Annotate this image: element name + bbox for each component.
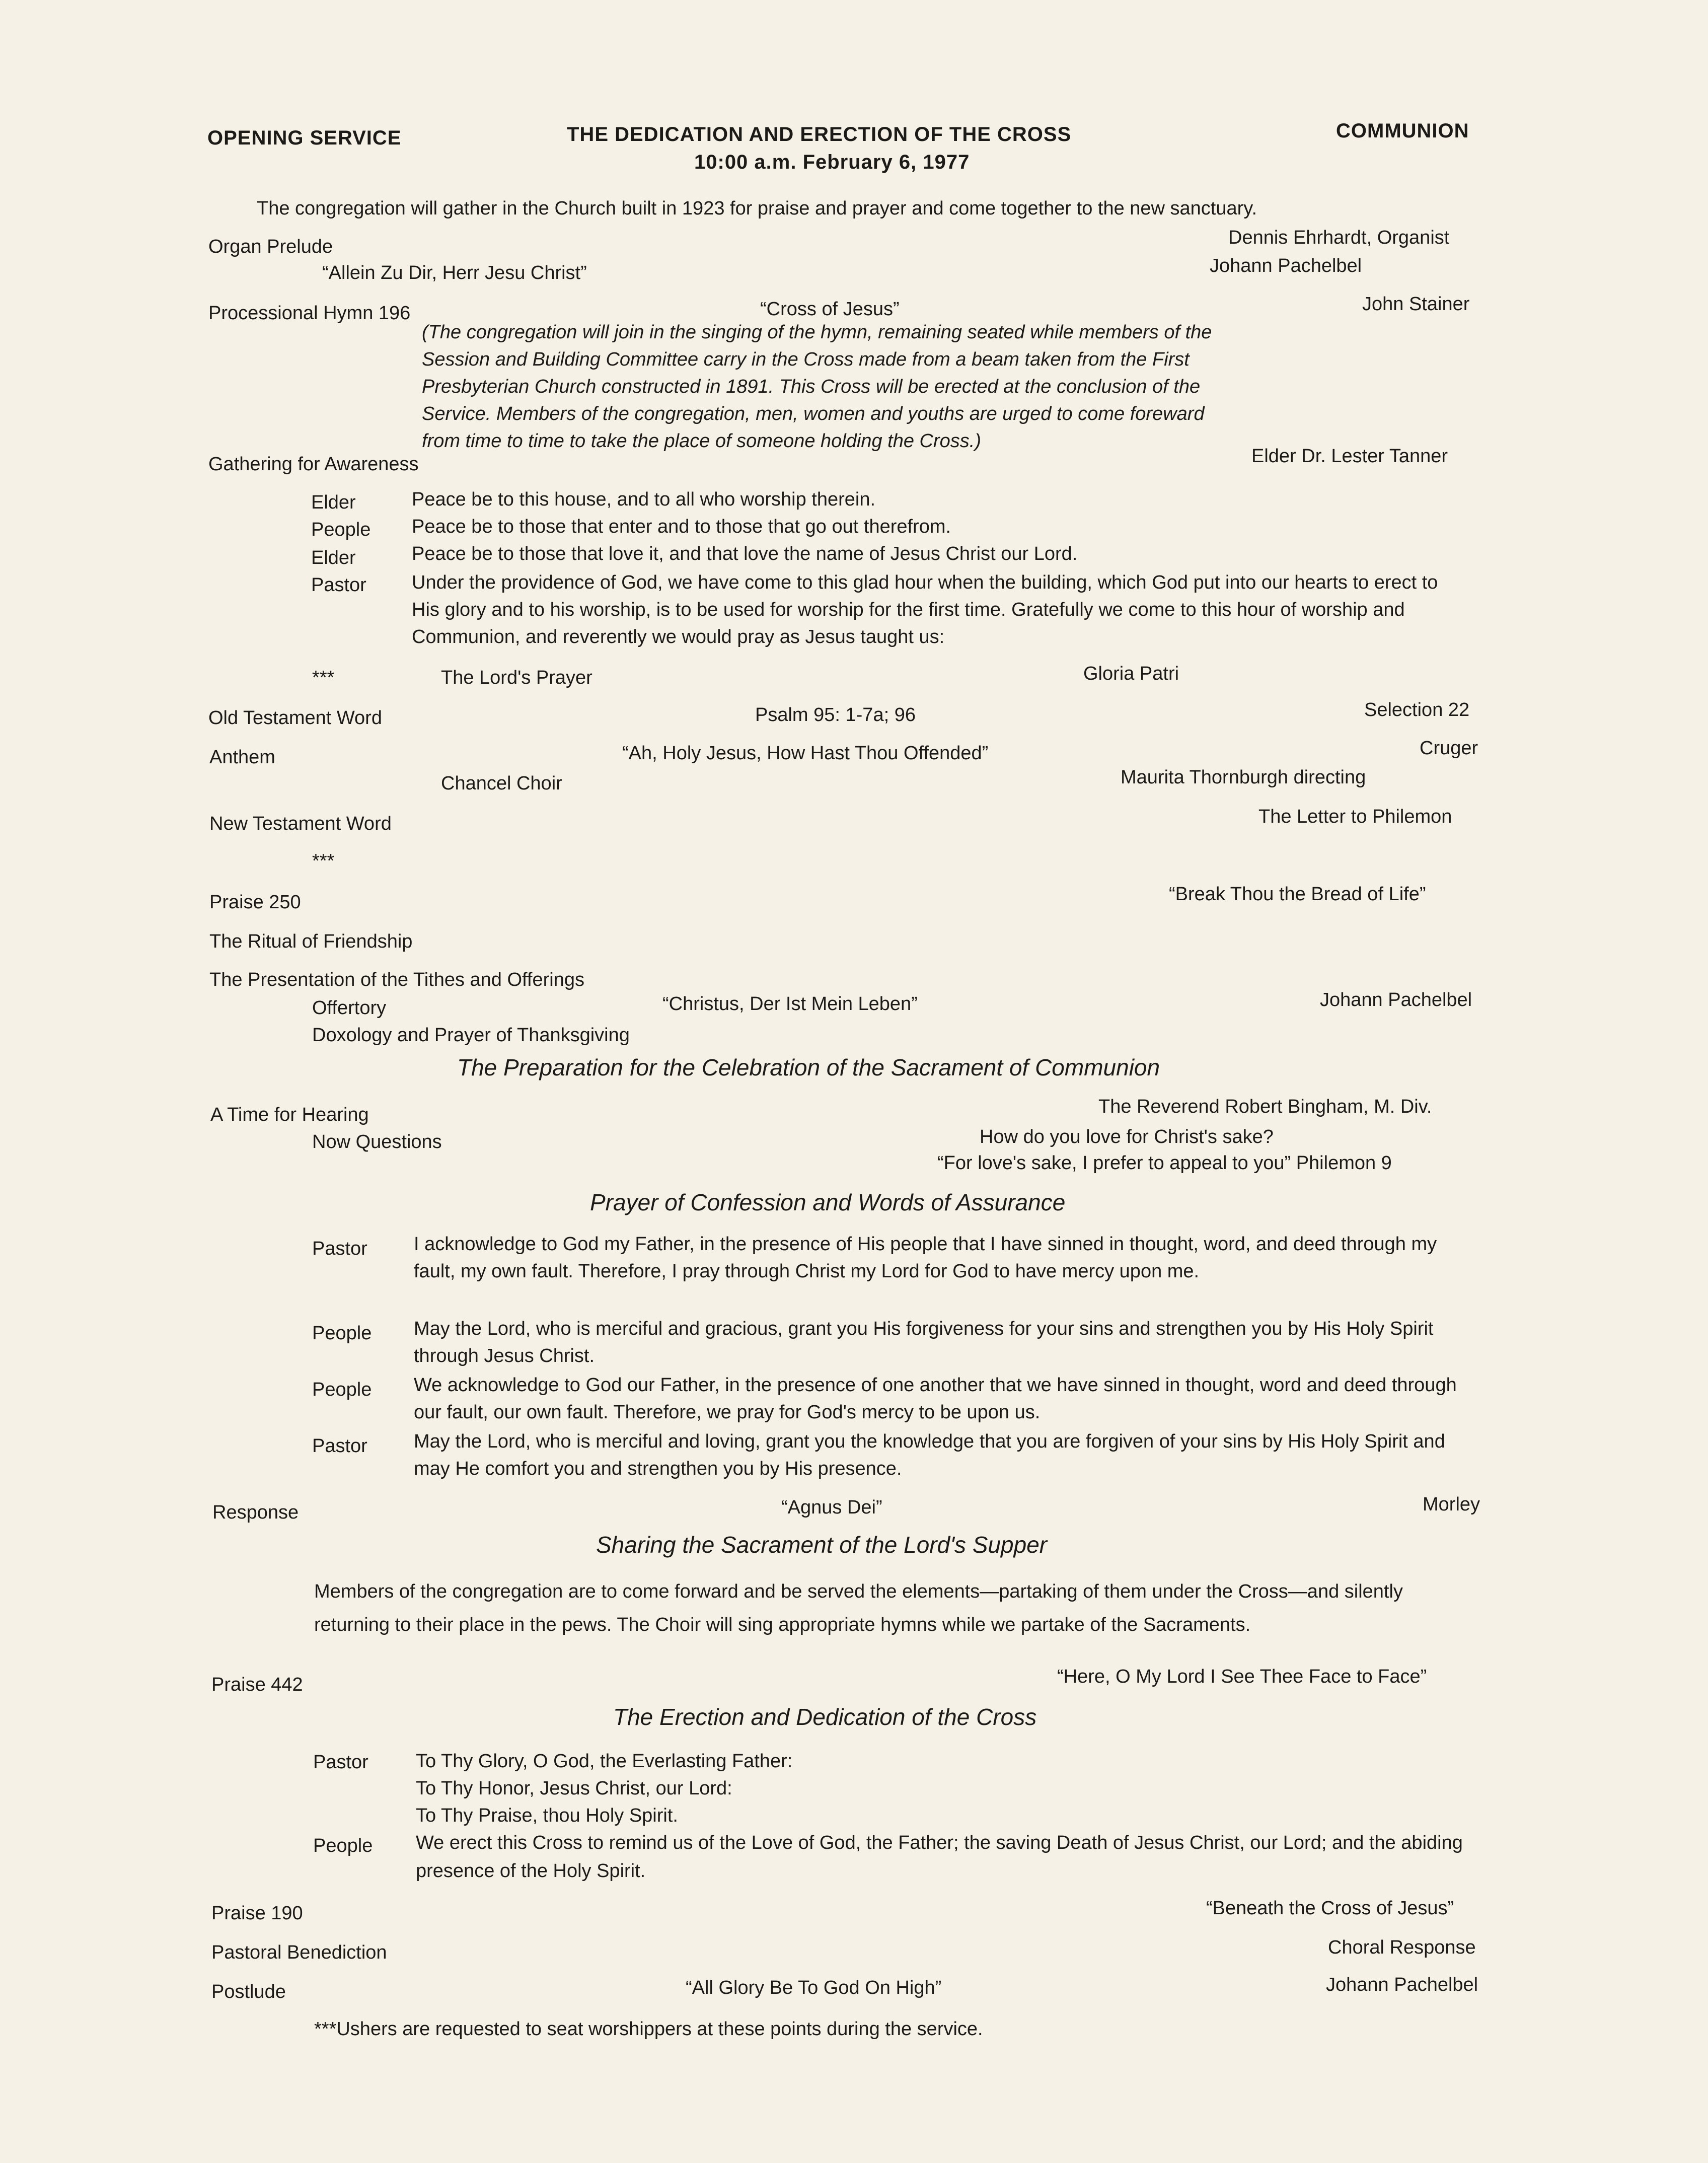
processional-label: Processional Hymn 196 — [208, 303, 411, 324]
confession-line-2: May the Lord, who is merciful and gracious, grant you His forgiveness for your sins and strengthen you by His Holy Spirit through Jesus Christ. — [414, 1318, 1434, 1366]
organist: Dennis Ehrhardt, Organist — [1228, 227, 1450, 248]
praise-250-piece: “Break Thou the Bread of Life” — [1169, 884, 1426, 905]
processional-note-5: from time to time to take the place of someone holding the Cross.) — [422, 430, 981, 452]
old-testament-label: Old Testament Word — [208, 707, 382, 729]
doxology: Doxology and Prayer of Thanksgiving — [312, 1025, 630, 1046]
header-left: OPENING SERVICE — [207, 127, 402, 149]
gathering-speaker-3: Elder — [311, 547, 356, 568]
confession-speaker-1: Pastor — [312, 1238, 367, 1259]
section-preparation: The Preparation for the Celebration of the Sacrament of Communion — [457, 1054, 1160, 1080]
lords-prayer: The Lord's Prayer — [441, 667, 592, 688]
hearing-answer: “For love's sake, I prefer to appeal to you” Philemon 9 — [937, 1152, 1392, 1174]
new-testament-stars: *** — [312, 850, 335, 872]
hearing-question: How do you love for Christ's sake? — [980, 1126, 1274, 1147]
gathering-stars: *** — [312, 667, 335, 688]
praise-190-piece: “Beneath the Cross of Jesus” — [1206, 1898, 1454, 1919]
confession-speaker-2: People — [312, 1323, 372, 1344]
benediction-response: Choral Response — [1328, 1937, 1476, 1958]
tithes-label: The Presentation of the Tithes and Offerings — [209, 969, 584, 990]
praise-442-piece: “Here, O My Lord I See Thee Face to Face” — [1057, 1666, 1427, 1687]
hearing-sub: Now Questions — [312, 1131, 442, 1152]
confession-speaker-3: People — [312, 1379, 372, 1400]
erection-pastor-label: Pastor — [313, 1752, 368, 1773]
hearing-speaker: The Reverend Robert Bingham, M. Div. — [1098, 1096, 1432, 1117]
praise-190-label: Praise 190 — [211, 1903, 303, 1924]
response-label: Response — [212, 1502, 299, 1523]
processional-piece: “Cross of Jesus” — [760, 299, 900, 320]
confession-line-3: We acknowledge to God our Father, in the presence of one another that we have sinned in thought, word and deed through our fault, our own fault. Therefore, we pray for God's mercy to be upon us. — [414, 1375, 1457, 1423]
gathering-speaker-2: People — [311, 519, 371, 540]
benediction-label: Pastoral Benediction — [211, 1942, 387, 1963]
gathering-line-2: Peace be to those that enter and to those that go out therefrom. — [412, 516, 951, 537]
gathering-speaker-4: Pastor — [311, 574, 366, 596]
processional-note-1: (The congregation will join in the singing of the hymn, remaining seated while members of the — [422, 322, 1212, 343]
erection-pastor-line-1: To Thy Glory, O God, the Everlasting Father: — [416, 1751, 793, 1772]
anthem-director: Maurita Thornburgh directing — [1121, 767, 1366, 788]
gathering-leader: Elder Dr. Lester Tanner — [1251, 446, 1448, 467]
processional-composer: John Stainer — [1362, 294, 1470, 315]
processional-note-4: Service. Members of the congregation, men, women and youths are urged to come foreward — [422, 403, 1205, 424]
erection-people-text: We erect this Cross to remind us of the Love of God, the Father; the saving Death of Jesus Christ, our Lord; and the abiding presence of the Holy Spirit. — [416, 1832, 1463, 1882]
ritual-of-friendship: The Ritual of Friendship — [209, 931, 413, 952]
offertory-piece: “Christus, Der Ist Mein Leben” — [662, 993, 918, 1015]
section-erection: The Erection and Dedication of the Cross — [613, 1704, 1037, 1730]
gathering-speaker-1: Elder — [311, 492, 356, 513]
footnote: ***Ushers are requested to seat worshippers at these points during the service. — [314, 2018, 983, 2040]
anthem-composer: Cruger — [1420, 738, 1478, 759]
gathering-label: Gathering for Awareness — [208, 454, 419, 475]
offertory-composer: Johann Pachelbel — [1320, 989, 1472, 1011]
postlude-composer: Johann Pachelbel — [1326, 1974, 1478, 1995]
erection-pastor-line-3: To Thy Praise, thou Holy Spirit. — [416, 1805, 678, 1826]
page-title: THE DEDICATION AND ERECTION OF THE CROSS — [567, 123, 1072, 146]
erection-people-label: People — [313, 1835, 373, 1856]
processional-note-3: Presbyterian Church constructed in 1891. This Cross will be erected at the conclusion of the — [422, 376, 1201, 397]
new-testament-ref: The Letter to Philemon — [1258, 806, 1452, 827]
praise-442-label: Praise 442 — [211, 1674, 303, 1695]
gathering-line-1: Peace be to this house, and to all who worship therein. — [412, 489, 876, 510]
confession-speaker-4: Pastor — [312, 1435, 367, 1457]
gathering-line-4: Under the providence of God, we have come to this glad hour when the building, which God put into our hearts to erect to His glory and to his worship, is to be used for worship for the first time. Gratefully we come to this hour of worship and Communion, and reverently we would pray as Jesus taught us: — [412, 572, 1438, 647]
confession-line-1: I acknowledge to God my Father, in the presence of His people that I have sinned in thought, word, and deed through my fault, my own fault. Therefore, I pray through Christ my Lord for God to have mercy upon me. — [414, 1234, 1437, 1282]
response-composer: Morley — [1423, 1494, 1480, 1515]
header-right: COMMUNION — [1336, 120, 1469, 142]
praise-250-label: Praise 250 — [209, 892, 301, 913]
anthem-piece: “Ah, Holy Jesus, How Hast Thou Offended” — [622, 743, 989, 764]
section-confession: Prayer of Confession and Words of Assurance — [590, 1189, 1066, 1215]
gloria-patri: Gloria Patri — [1083, 663, 1179, 684]
postlude-label: Postlude — [211, 1981, 286, 2002]
old-testament-selection: Selection 22 — [1364, 699, 1470, 720]
processional-note-2: Session and Building Committee carry in the Cross made from a beam taken from the First — [422, 349, 1190, 370]
new-testament-label: New Testament Word — [209, 813, 392, 834]
organ-prelude-piece: “Allein Zu Dir, Herr Jesu Christ” — [322, 262, 587, 283]
confession-line-4: May the Lord, who is merciful and loving, grant you the knowledge that you are forgiven of your sins by His Holy Spirit and may He comfort you and strengthen you by His presence. — [414, 1431, 1445, 1479]
offertory-label: Offertory — [312, 997, 387, 1019]
gathering-line-3: Peace be to those that love it, and that love the name of Jesus Christ our Lord. — [412, 543, 1078, 564]
intro-text: The congregation will gather in the Church built in 1923 for praise and prayer and come together to the new sanctuary. — [257, 198, 1257, 219]
erection-pastor-line-2: To Thy Honor, Jesus Christ, our Lord: — [416, 1778, 732, 1799]
anthem-choir: Chancel Choir — [441, 773, 562, 794]
section-supper: Sharing the Sacrament of the Lord's Supper — [596, 1532, 1048, 1558]
response-piece: “Agnus Dei” — [781, 1497, 882, 1518]
old-testament-ref: Psalm 95: 1-7a; 96 — [755, 704, 916, 726]
header-datetime: 10:00 a.m. February 6, 1977 — [694, 151, 970, 173]
postlude-piece: “All Glory Be To God On High” — [686, 1977, 942, 1998]
supper-text: Members of the congregation are to come forward and be served the elements—partaking of them under the Cross—and silently returning to their place in the pews. The Choir will sing appropriate hymns while we partake of the Sacraments. — [314, 1581, 1403, 1635]
hearing-label: A Time for Hearing — [210, 1104, 369, 1125]
organ-prelude-label: Organ Prelude — [208, 236, 333, 257]
organ-prelude-composer: Johann Pachelbel — [1210, 255, 1362, 276]
anthem-label: Anthem — [209, 747, 275, 768]
